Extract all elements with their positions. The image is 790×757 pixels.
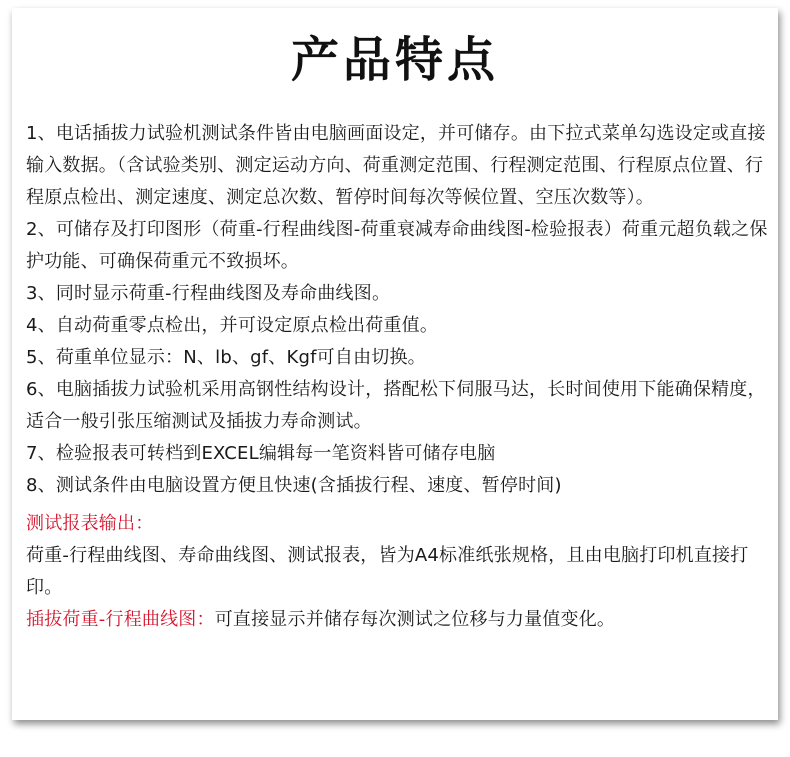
report-output-text: 荷重-行程曲线图、寿命曲线图、测试报表，皆为A4标准纸张规格，且由电脑打印机直接打印。 (26, 545, 749, 598)
feature-item-3: 3、同时显示荷重-行程曲线图及寿命曲线图。 (26, 283, 391, 304)
feature-item-2: 2、可储存及打印图形（荷重-行程曲线图-荷重衰减寿命曲线图-检验报表）荷重元超负载之保护功能、可确保荷重元不致损坏。 (26, 219, 768, 272)
feature-content (26, 118, 768, 636)
page-title: 产品特点 (290, 32, 499, 88)
feature-item-4: 4、自动荷重零点检出，并可设定原点检出荷重值。 (26, 315, 439, 336)
feature-item-8: 8、测试条件由电脑设置方便且快速(含插拔行程、速度、暂停时间) (26, 475, 562, 496)
feature-item-1: 1、电话插拔力试验机测试条件皆由电脑画面设定，并可储存。由下拉式菜单勾选设定或直接输入数据。（含试验类别、测定运动方向、荷重测定范围、行程测定范围、行程原点位置、行程原点检出、测定速度、测定总次数、暂停时间每次等候位置、空压次数等）。 (26, 123, 766, 208)
feature-item-7: 7、检验报表可转档到EXCEL编辑每一笔资料皆可储存电脑 (26, 443, 496, 464)
report-output-heading: 测试报表输出： (26, 513, 154, 534)
curve-text: 可直接显示并储存每次测试之位移与力量值变化。 (214, 609, 616, 630)
feature-item-5: 5、荷重单位显示：N、lb、gf、Kgf可自由切换。 (26, 347, 426, 368)
curve-heading: 插拔荷重-行程曲线图： (26, 609, 215, 630)
feature-card (12, 8, 778, 720)
feature-item-6: 6、电脑插拔力试验机采用高钢性结构设计，搭配松下伺服马达，长时间使用下能确保精度，适合一般引张压缩测试及插拔力寿命测试。 (26, 379, 766, 432)
curve-paragraph (26, 604, 768, 636)
